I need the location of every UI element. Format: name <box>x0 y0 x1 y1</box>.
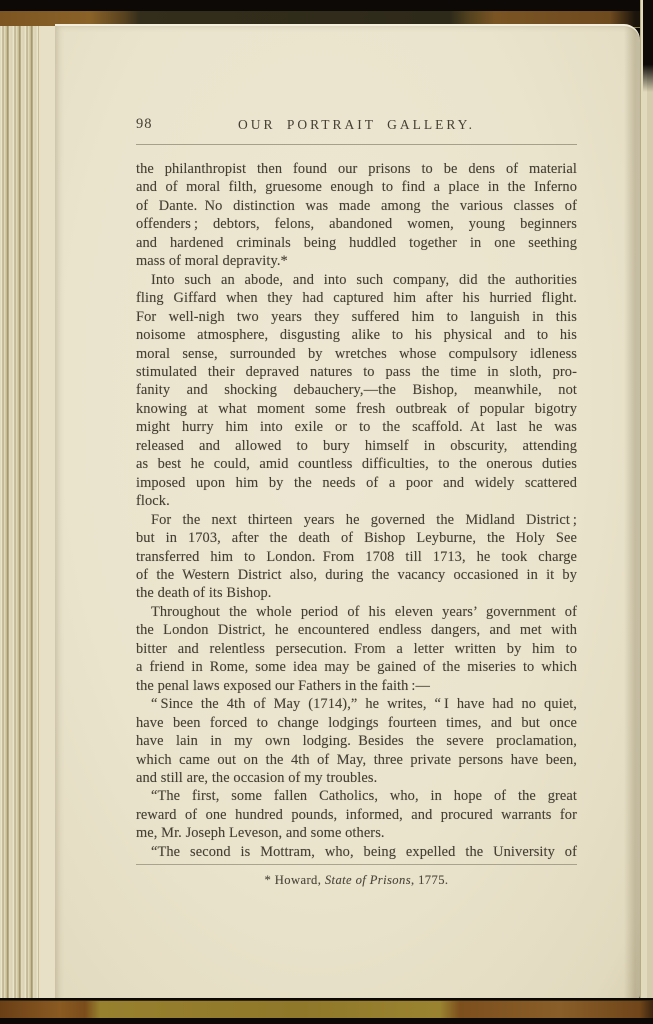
text-line: the penal laws exposed our Fathers in the faith :— <box>136 677 431 694</box>
gilt-leather-band <box>0 1000 653 1018</box>
text-line: offenders ; debtors, felons, abandoned women, young beginners <box>136 216 577 233</box>
running-head: OUR PORTRAIT GALLERY. <box>237 117 476 132</box>
page-stack-left-edge <box>0 26 57 1004</box>
facing-page-edge <box>640 0 653 1003</box>
text-line: and still are, the occasion of my troubles. <box>136 769 378 786</box>
text-line: and hardened criminals being huddled together in one seething <box>136 234 577 251</box>
body-text <box>136 160 577 861</box>
footnote-marker-author: * Howard, <box>264 873 325 887</box>
footnote <box>136 873 577 888</box>
text-line: fanity and shocking debauchery,—the Bishop, meanwhile, not <box>136 382 577 399</box>
text-line: Throughout the whole period of his eleven years’ government of <box>151 603 577 620</box>
text-line: imposed upon him by the needs of a poor and widely scattered <box>136 474 577 491</box>
text-line: have been forced to change lodgings fourteen times, and but once <box>136 714 577 731</box>
text-line: me, Mr. Joseph Leveson, and some others. <box>136 825 385 842</box>
text-line: and of moral filth, gruesome enough to find a place in the Inferno <box>136 179 577 196</box>
text-line: have lain in my own lodging. Besides the severe proclamation, <box>136 733 577 750</box>
text-line: of the Western District also, during the vacancy occasioned in it by <box>136 566 577 583</box>
paragraph <box>136 695 577 787</box>
text-line: flock. <box>136 493 170 510</box>
text-line: Into such an abode, and into such company, did the authorities <box>151 271 577 288</box>
text-line: fling Giffard when they had captured him after his hurried flight. <box>136 290 577 307</box>
text-line: knowing at what moment some fresh outbreak of popular bigotry <box>136 400 577 417</box>
text-line: the London District, he encountered endless dangers, and met with <box>136 622 577 639</box>
text-line: “ Since the 4th of May (1714),” he writes, “ I have had no quiet, <box>151 696 577 713</box>
paragraph <box>136 511 577 603</box>
page-content <box>55 26 640 1003</box>
text-line: transferred him to London. From 1708 till 1713, he took charge <box>136 548 577 565</box>
text-line: a friend in Rome, some idea may be gained of the miseries to which <box>136 659 577 676</box>
text-line: the death of its Bishop. <box>136 585 272 602</box>
header-rule <box>136 144 577 145</box>
text-line: which came out on the 4th of May, three private persons have been, <box>136 751 577 768</box>
text-line: the philanthropist then found our prisons to be dens of material <box>136 161 577 177</box>
footnote-work-title: State of Prisons <box>324 873 412 887</box>
paragraph <box>136 787 577 842</box>
text-line: For well-nigh two years they suffered him to languish in this <box>136 308 577 325</box>
footnote-year: , 1775. <box>411 873 449 887</box>
binding-shadow <box>643 0 653 92</box>
text-line: reward of one hundred pounds, informed, and procured warrants for <box>136 806 577 823</box>
text-line: released and allowed to bury himself in obscurity, attending <box>136 437 577 454</box>
text-line: mass of moral depravity.* <box>136 253 288 270</box>
text-line: For the next thirteen years he governed the Midland District ; <box>151 511 577 528</box>
text-line: “The second is Mottram, who, being expelled the University of <box>151 843 577 860</box>
text-line: but in 1703, after the death of Bishop Leyburne, the Holy See <box>136 530 577 547</box>
text-line: as best he could, amid countless difficulties, to the onerous duties <box>136 456 577 473</box>
text-line: moral sense, surrounded by wretches whose compulsory idleness <box>136 345 577 362</box>
page-header <box>136 116 577 136</box>
text-line: noisome atmosphere, disgusting alike to his physical and to his <box>136 327 577 344</box>
text-line: bitter and relentless persecution. From a letter written by him to <box>136 640 577 657</box>
page-number: 98 <box>136 116 153 132</box>
book-page <box>55 24 640 1003</box>
text-line: might hurry him into exile or to the scaffold. At last he was <box>136 419 577 436</box>
footnote-rule <box>136 864 577 865</box>
book-cover-bottom-edge <box>0 998 653 1024</box>
text-line: of Dante. No distinction was made among the various classes of <box>136 197 577 214</box>
paragraph <box>136 603 577 695</box>
paragraph <box>136 843 577 861</box>
paragraph <box>136 160 577 271</box>
text-line: stimulated their depraved natures to pass the time in sloth, pro- <box>136 363 577 380</box>
text-line: “The first, some fallen Catholics, who, in hope of the great <box>151 788 577 805</box>
paragraph <box>136 271 577 511</box>
